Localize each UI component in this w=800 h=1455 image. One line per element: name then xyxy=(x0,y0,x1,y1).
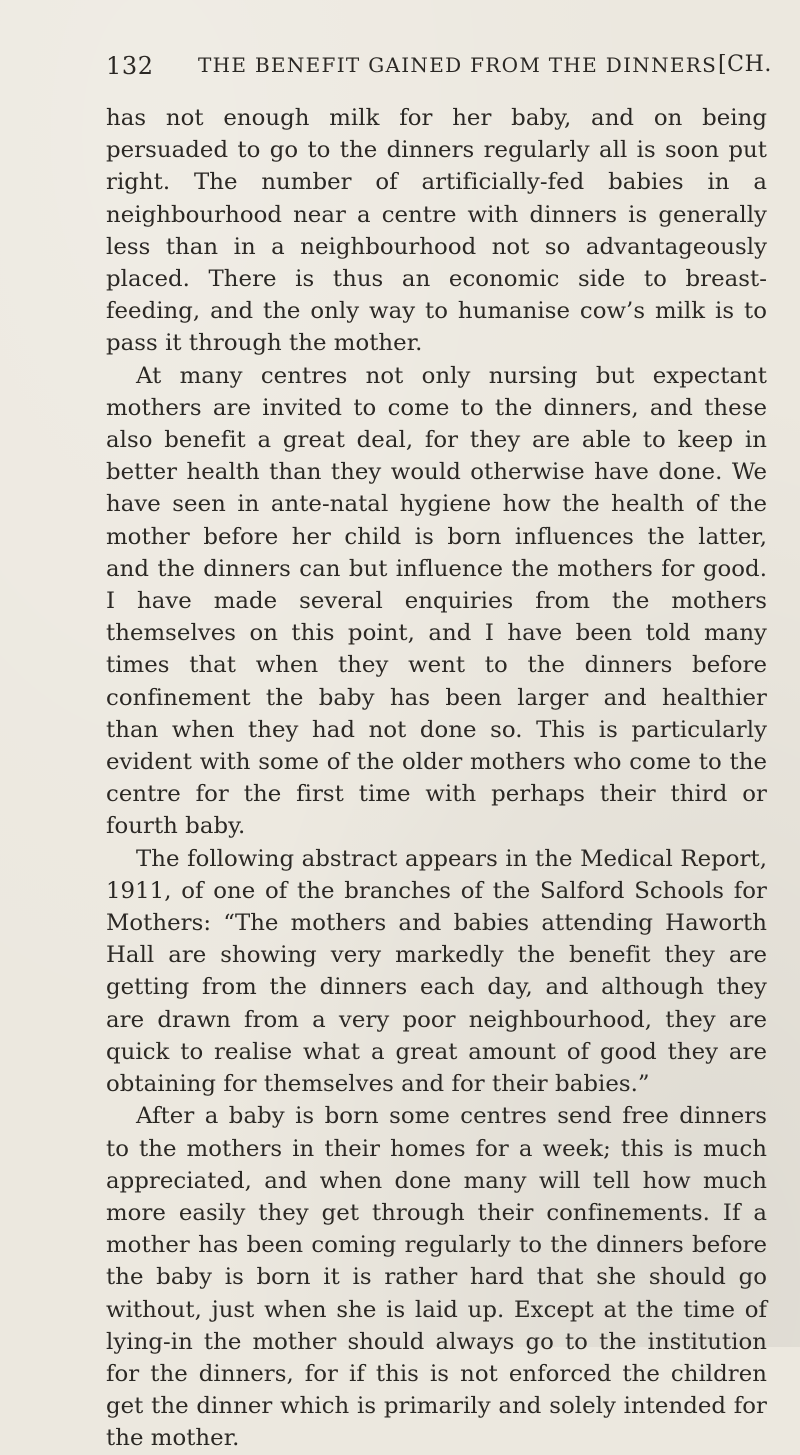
page-number: 132 xyxy=(106,52,154,80)
paragraph-3: The following abstract appears in the Medical Report, 1911, of one of the branches of the Salford Schools for Mothers: “The mothers and babies attending Haworth Hall are showing very markedly the benefit they are getting from the dinners each day, and although they are drawn from a very poor neighbourhood, they are quick to realise what a great amount of good they are obtaining for themselves and for their babies.” xyxy=(106,845,767,1098)
paragraph-2: At many centres not only nursing but expectant mothers are invited to come to the dinners, and these also benefit a great deal, for they are able to keep in better health than they would otherwise have done. We have seen in ante-natal hygiene how the health of the mother before her child is born influences the latter, and the dinners can but influence the mothers for good. I have made several enquiries from the mothers themselves on this point, and I have been told many times that when they went to the dinners before confinement the baby has been larger and healthier than when they had not done so. This is particularly evident with some of the older mothers who come to the centre for the first time with perhaps their third or fourth baby. xyxy=(106,362,767,840)
body-text xyxy=(106,102,767,1455)
paragraph-4: After a baby is born some centres send free dinners to the mothers in their homes for a week; this is much appreciated, and when done many will tell how much more easily they get through their confinements. If a mother has been coming regularly to the dinners before the baby is born it is rather hard that she should go without, just when she is laid up. Except at the time of lying-in the mother should always go to the institution for the dinners, for if this is not enforced the children get the dinner which is primarily and solely intended for the mother. xyxy=(106,1103,767,1452)
running-head xyxy=(106,52,772,86)
paragraph-1: has not enough milk for her baby, and on being persuaded to go to the dinners regularly all is soon put right. The number of artificially-fed babies in a neighbourhood near a centre with dinners is generally less than in a neighbourhood not so advantageously placed. There is thus an economic side to breast-feeding, and the only way to humanise cow’s milk is to pass it through the mother. xyxy=(106,105,767,357)
running-head-title: THE BENEFIT GAINED FROM THE DINNERS xyxy=(198,53,718,77)
running-head-chapter: [CH. xyxy=(718,52,772,77)
